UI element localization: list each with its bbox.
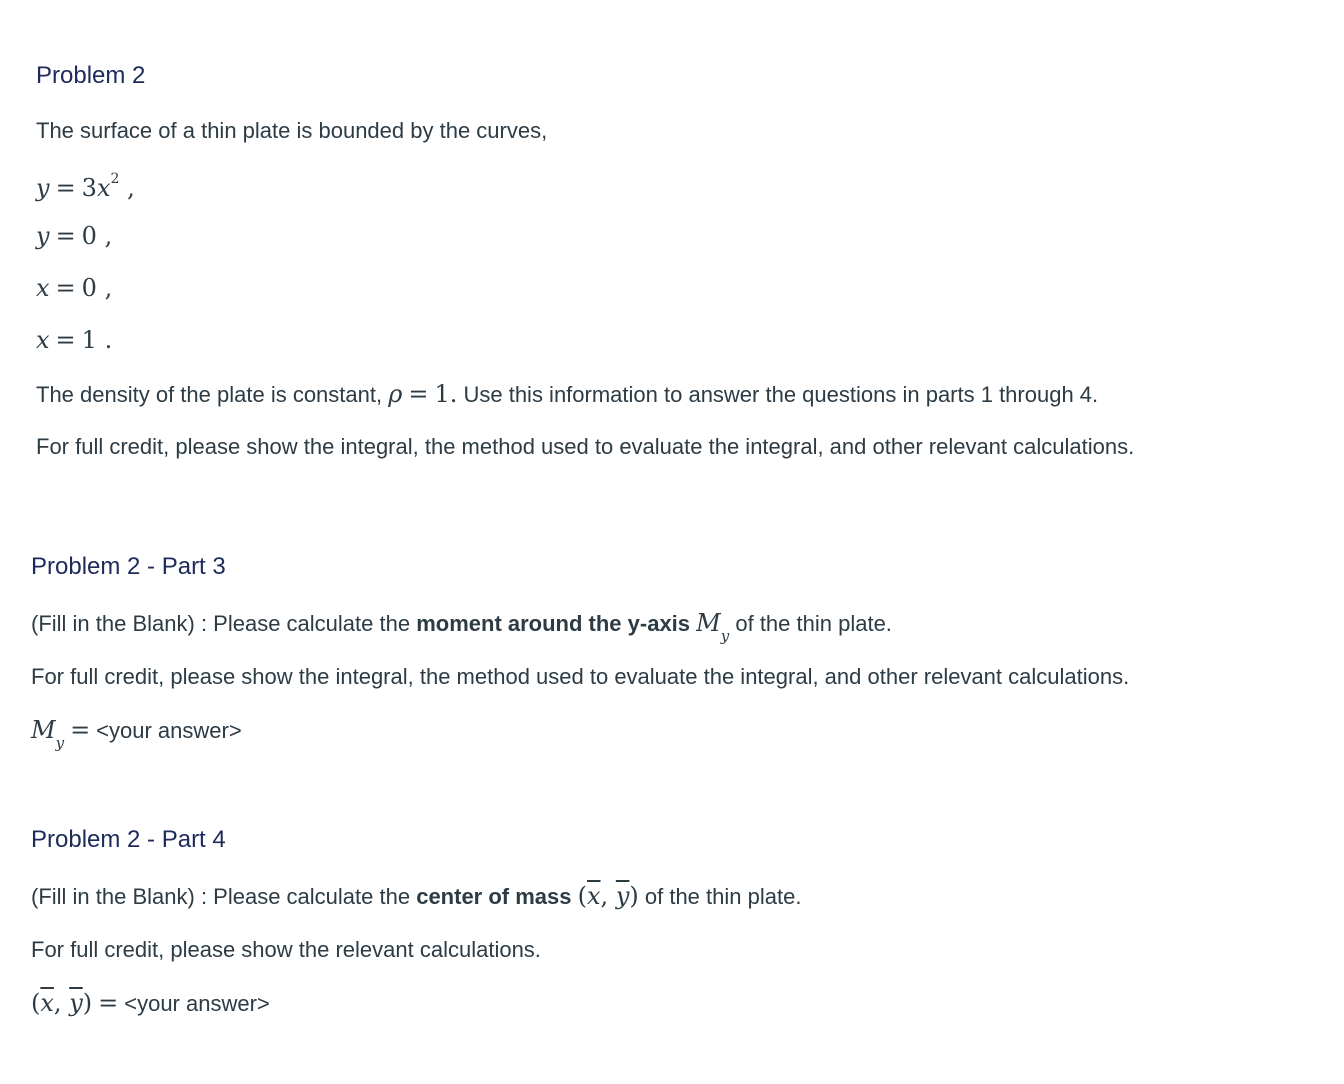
- curve-equation-3: x = 0 ,: [36, 274, 113, 302]
- problem-2-intro: The surface of a thin plate is bounded by the curves,: [36, 118, 548, 143]
- part-4-prompt-suffix: of the thin plate.: [644, 884, 802, 909]
- curve-3-punct: ,: [104, 274, 113, 302]
- curve-1-exp: 2: [110, 171, 120, 187]
- answer-x-bar: $\overline{x}$: [40, 989, 54, 1017]
- curve-4-rhs: 1: [81, 326, 97, 354]
- density-statement: The density of the plate is constant, ρ = 1. Use this information to answer the questions in parts 1 through 4.: [36, 380, 1099, 408]
- density-value: 1.: [434, 380, 458, 408]
- answer-moment-symbol: M: [31, 716, 56, 744]
- curve-4-punct: .: [104, 326, 113, 354]
- curve-1-var: x: [96, 174, 111, 202]
- part-4-answer-line: ($\overline{x}$, $\overline{y}$) = <your answer>: [31, 989, 270, 1017]
- density-suffix: Use this information to answer the questions in parts 1 through 4.: [463, 382, 1099, 407]
- curve-2-lhs: y: [36, 222, 50, 250]
- curve-2-punct: ,: [104, 222, 113, 250]
- part-3-answer-blank[interactable]: <your answer>: [96, 718, 242, 743]
- problem-2-credit-note: For full credit, please show the integral, the method used to evaluate the integral, and other relevant calculations.: [36, 434, 1135, 459]
- density-prefix: The density of the plate is constant,: [36, 382, 383, 407]
- part-4-title: Problem 2 - Part 4: [31, 826, 226, 853]
- curve-3-rhs: 0: [81, 274, 97, 302]
- moment-symbol: M: [696, 609, 721, 637]
- curve-equation-1: $y = 3x^2$ ,: [36, 171, 135, 202]
- problem-2-title: Problem 2: [36, 62, 146, 89]
- curve-equation-2: y = 0 ,: [36, 222, 113, 250]
- curve-3-lhs: x: [36, 274, 50, 302]
- part-3-credit-note: For full credit, please show the integral, the method used to evaluate the integral, and other relevant calculations.: [31, 664, 1130, 689]
- part-3-prompt-suffix: of the thin plate.: [735, 611, 892, 636]
- center-y-bar: $\overline{y}$: [615, 882, 630, 910]
- part-4-prompt-prefix: (Fill in the Blank) : Please calculate the: [31, 884, 411, 909]
- part-4-prompt-bold: center of mass: [416, 884, 572, 909]
- part-4-prompt: (Fill in the Blank) : Please calculate the center of mass ($\overline{x}$, $\overline{y}$) of the thin plate.: [31, 882, 802, 910]
- curve-equation-4: x = 1 .: [36, 326, 113, 354]
- moment-subscript: y: [720, 626, 730, 645]
- curve-1-punct: ,: [127, 174, 135, 202]
- part-4-credit-note: For full credit, please show the relevant calculations.: [31, 937, 541, 962]
- part-3-prompt-prefix: (Fill in the Blank) : Please calculate the: [31, 611, 411, 636]
- curve-2-rhs: 0: [81, 222, 97, 250]
- part-3-title: Problem 2 - Part 3: [31, 553, 226, 580]
- answer-moment-subscript: y: [55, 733, 65, 752]
- density-symbol: ρ: [388, 380, 403, 408]
- part-3-prompt-bold: moment around the y-axis: [416, 611, 691, 636]
- curve-1-lhs: y: [36, 174, 50, 202]
- answer-y-bar: $\overline{y}$: [69, 989, 83, 1017]
- part-4-answer-blank[interactable]: <your answer>: [124, 991, 270, 1016]
- curve-4-lhs: x: [36, 326, 50, 354]
- part-3-prompt: [31, 609, 892, 646]
- curve-1-coef: 3: [81, 174, 97, 202]
- part-3-answer-line: $M_y$ = <your answer>: [31, 716, 242, 752]
- center-x-bar: $\overline{x}$: [587, 882, 601, 910]
